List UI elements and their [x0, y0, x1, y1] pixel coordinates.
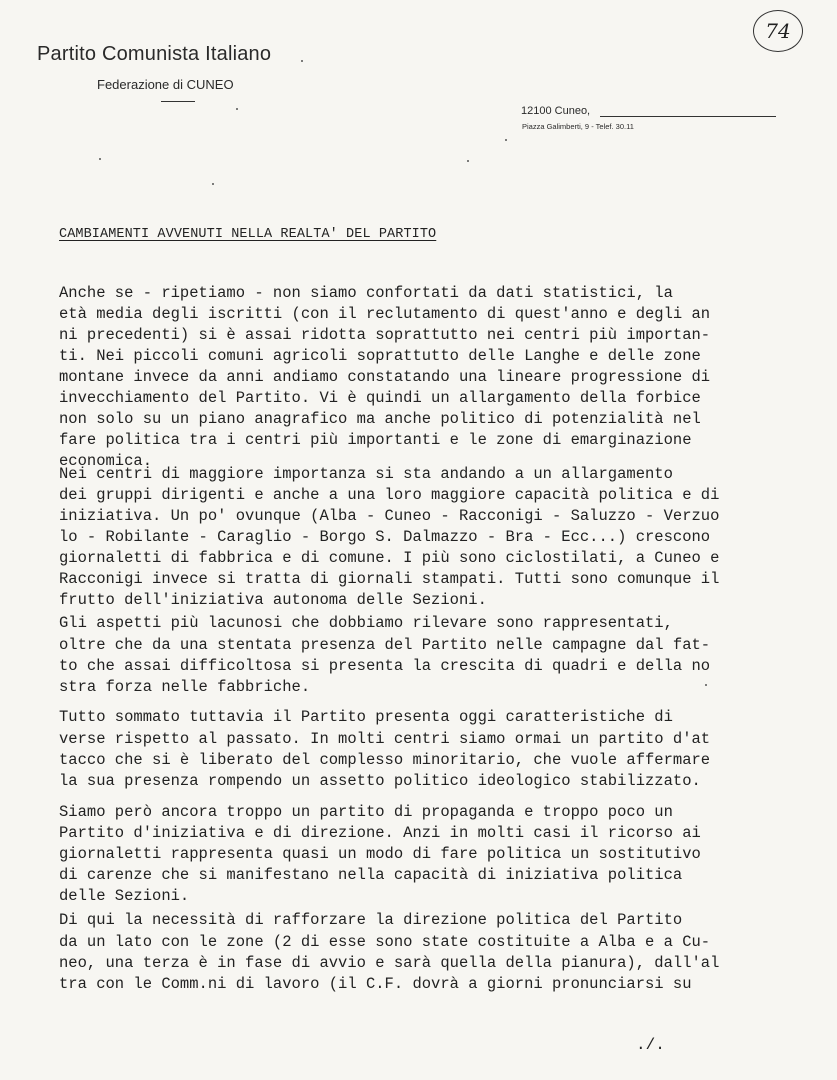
body-line: tacco che si è liberato del complesso minoritario, che vuole affermare	[59, 751, 711, 769]
body-line: to che assai difficoltosa si presenta la crescita di quadri e della no	[59, 657, 711, 675]
letterhead-rule	[161, 101, 195, 102]
body-line: da un lato con le zone (2 di esse sono state costituite a Alba e a Cu-	[59, 933, 711, 951]
body-line: Di qui la necessità di rafforzare la direzione politica del Partito	[59, 911, 683, 929]
body-line: Partito d'iniziativa e di direzione. Anzi in molti casi il ricorso ai	[59, 824, 701, 842]
scan-speck	[301, 60, 303, 62]
letterhead-organization: Partito Comunista Italiano	[37, 43, 272, 65]
body-line: la sua presenza rompendo un assetto politico ideologico stabilizzato.	[59, 772, 701, 790]
scan-speck	[236, 108, 238, 110]
scan-speck	[505, 139, 507, 141]
body-line: verse rispetto al passato. In molti centri siamo ormai un partito d'at	[59, 730, 711, 748]
body-line: ti. Nei piccoli comuni agricoli soprattutto delle Langhe e delle zone	[59, 347, 701, 365]
scan-speck	[467, 160, 469, 162]
place-label: 12100 Cuneo,	[521, 105, 591, 117]
body-line: economica.	[59, 452, 153, 470]
body-line: giornaletti rappresenta quasi un modo di fare politica un sostitutivo	[59, 845, 701, 863]
body-line: Nei centri di maggiore importanza si sta andando a un allargamento	[59, 465, 673, 483]
continuation-mark: ./.	[636, 1036, 665, 1054]
body-line: giornaletti di fabbrica e di comune. I più sono ciclostilati, a Cuneo e	[59, 549, 720, 567]
body-line: Gli aspetti più lacunosi che dobbiamo rilevare sono rappresentati,	[59, 614, 673, 632]
document-title: CAMBIAMENTI AVVENUTI NELLA REALTA' DEL PARTITO	[59, 227, 437, 242]
body-line: non solo su un piano anagrafico ma anche politico di potenzialità nel	[59, 410, 701, 428]
scan-speck	[705, 684, 707, 686]
body-line: montane invece da anni andiamo constatando una lineare progressione di	[59, 368, 711, 386]
body-line: neo, una terza è in fase di avvio e sarà quella della pianura), dall'al	[59, 954, 720, 972]
date-fill-line	[600, 116, 776, 117]
address-line: Piazza Galimberti, 9 - Telef. 30.11	[522, 122, 634, 131]
body-line: Siamo però ancora troppo un partito di propaganda e troppo poco un	[59, 803, 673, 821]
scan-speck	[99, 158, 101, 160]
body-line: fare politica tra i centri più importanti e le zone di emarginazione	[59, 431, 692, 449]
body-line: invecchiamento del Partito. Vi è quindi un allargamento della forbice	[59, 389, 701, 407]
body-line: Tutto sommato tuttavia il Partito presenta oggi caratteristiche di	[59, 708, 673, 726]
body-line: oltre che da una stentata presenza del Partito nelle campagne dal fat-	[59, 636, 711, 654]
body-line: Anche se - ripetiamo - non siamo confortati da dati statistici, la	[59, 284, 673, 302]
body-line: ni precedenti) si è assai ridotta soprattutto nei centri più importan-	[59, 326, 711, 344]
body-line: lo - Robilante - Caraglio - Borgo S. Dalmazzo - Bra - Ecc...) crescono	[59, 528, 711, 546]
body-line: delle Sezioni.	[59, 887, 190, 905]
body-line: tra con le Comm.ni di lavoro (il C.F. dovrà a giorni pronunciarsi su	[59, 975, 692, 993]
page-number: 74	[753, 10, 803, 52]
scan-speck	[212, 183, 214, 185]
body-line: dei gruppi dirigenti e anche a una loro maggiore capacità politica e di	[59, 486, 720, 504]
body-line: di carenze che si manifestano nella capacità di iniziativa politica	[59, 866, 683, 884]
body-line: frutto dell'iniziativa autonoma delle Sezioni.	[59, 591, 487, 609]
letterhead-federation: Federazione di CUNEO	[97, 77, 234, 92]
body-line: Racconigi invece si tratta di giornali stampati. Tutti sono comunque il	[59, 570, 720, 588]
body-line: stra forza nelle fabbriche.	[59, 678, 311, 696]
body-line: età media degli iscritti (con il reclutamento di quest'anno e degli an	[59, 305, 711, 323]
body-line: iniziativa. Un po' ovunque (Alba - Cuneo - Racconigi - Saluzzo - Verzuo	[59, 507, 720, 525]
